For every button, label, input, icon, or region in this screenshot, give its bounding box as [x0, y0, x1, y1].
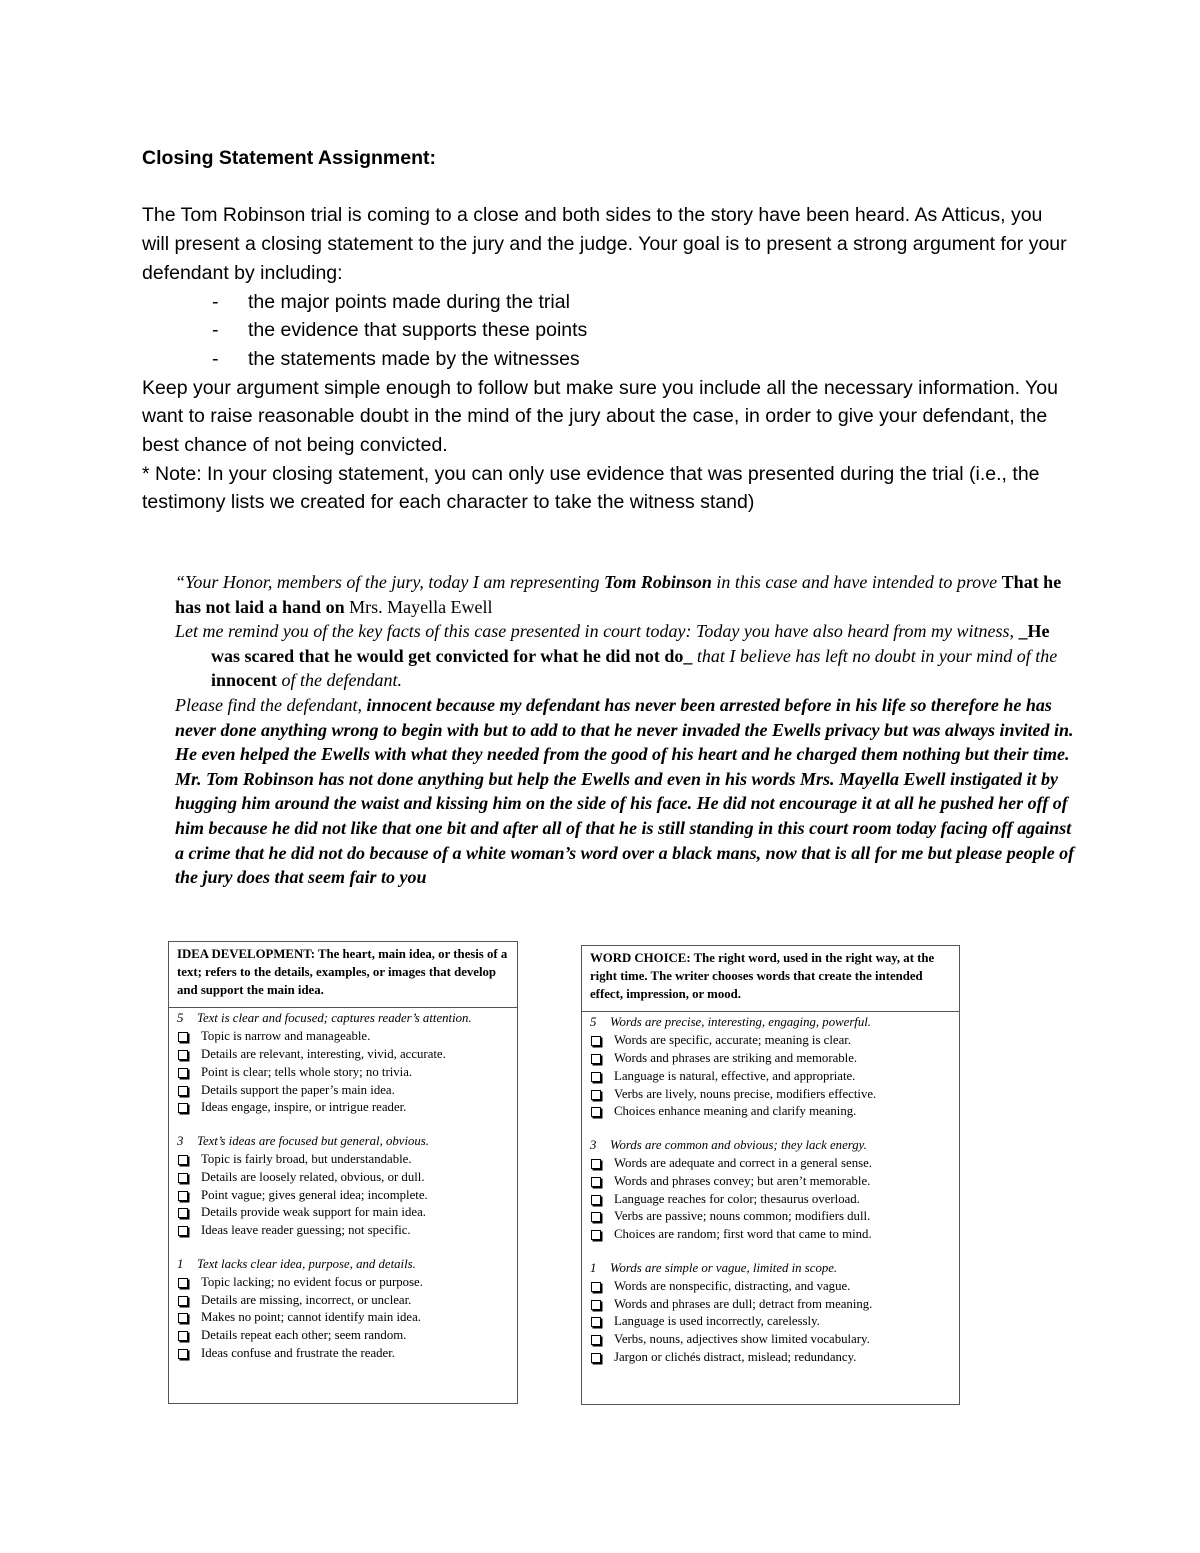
item-text: Point vague; gives general idea; incomplete.: [201, 1187, 428, 1202]
rubric-level-3: [177, 1133, 509, 1151]
item-text: Topic lacking; no evident focus or purpose.: [201, 1274, 423, 1289]
checkbox-icon: [591, 1230, 601, 1240]
list-item: [142, 316, 1072, 345]
rubric-item: [177, 1151, 509, 1169]
rubric-item: [177, 1327, 509, 1345]
score: 1: [590, 1260, 597, 1275]
statement-text: Let me remind you of the key facts of this case presented in court today: Today you have also heard from my witness,: [175, 621, 1019, 642]
item-text: Words are specific, accurate; meaning is clear.: [614, 1033, 852, 1048]
list-item: [142, 288, 1072, 317]
item-text: Words and phrases convey; but aren’t memorable.: [614, 1173, 871, 1188]
item-text: Details repeat each other; seem random.: [201, 1328, 407, 1343]
statement-text: Please find the defendant,: [175, 694, 367, 715]
rubric-item: [177, 1028, 509, 1046]
dash-marker: -: [212, 319, 219, 342]
item-text: Ideas leave reader guessing; not specific.: [201, 1223, 411, 1238]
witness-testimony: _He was scared that he would get convicted for what he did not do_: [211, 621, 1050, 666]
level-title: Words are precise, interesting, engaging, powerful.: [610, 1015, 872, 1030]
item-text: Jargon or clichés distract, mislead; redundancy.: [614, 1349, 857, 1364]
level-title: Words are simple or vague, limited in scope.: [610, 1260, 838, 1275]
checkbox-icon: [591, 1090, 601, 1100]
checkbox-icon: [178, 1086, 188, 1096]
checkbox-icon: [178, 1068, 188, 1078]
rubric-level-1: [177, 1256, 509, 1274]
rubric-item: [590, 1103, 951, 1121]
rubric-heading: WORD CHOICE: The right word, used in the right way, at the right time. The writer chooses words that create the intended effect, impression, or mood.: [582, 946, 959, 1012]
checkbox-icon: [591, 1107, 601, 1117]
statement-text: “Your Honor, members of the jury, today I am representing: [175, 572, 604, 592]
rubric-item: [590, 1208, 951, 1226]
item-text: Words and phrases are dull; detract from meaning.: [614, 1296, 873, 1311]
statement-text: Mrs. Mayella Ewell: [344, 596, 493, 617]
item-text: Topic is narrow and manageable.: [201, 1029, 371, 1044]
dash-marker: -: [212, 347, 219, 370]
checkbox-icon: [178, 1296, 188, 1306]
assignment-guidance: Keep your argument simple enough to follow but make sure you include all the necessary information. You want to raise reasonable doubt in the mind of the jury about the case, in order to give your defendant, the best chance of not being convicted.: [142, 376, 1058, 457]
checkbox-icon: [178, 1155, 188, 1165]
statement-paragraph-3: [175, 693, 1075, 890]
rubric-item: [590, 1068, 951, 1086]
rubric-item: [177, 1222, 509, 1240]
score: 1: [177, 1256, 184, 1271]
checkbox-icon: [591, 1300, 601, 1310]
checkbox-icon: [178, 1032, 188, 1042]
assignment-title: Closing Statement Assignment:: [142, 147, 436, 169]
checkbox-icon: [591, 1317, 601, 1327]
rubric-item: [590, 1155, 951, 1173]
checkbox-icon: [591, 1195, 601, 1205]
item-text: Language is used incorrectly, carelessly.: [614, 1314, 820, 1329]
checkbox-icon: [178, 1313, 188, 1323]
score: 5: [590, 1015, 597, 1030]
checkbox-icon: [178, 1208, 188, 1218]
statement-claim: That he has not laid a hand on: [175, 572, 1062, 617]
rubric-item: [177, 1064, 509, 1082]
idea-development-rubric: [168, 941, 518, 1404]
statement-text: that I believe has left no doubt in your mind of the: [692, 645, 1058, 666]
item-text: Ideas engage, inspire, or intrigue reader.: [201, 1100, 407, 1115]
rubric-body: [582, 1012, 959, 1366]
item-text: Details support the paper’s main idea.: [201, 1082, 395, 1097]
rubric-level-1: [590, 1260, 951, 1278]
assignment-intro: The Tom Robinson trial is coming to a close and both sides to the story have been heard. As Atticus, you will present a closing statement to the jury and the judge. Your goal is to present a strong argument for your defendant by including:: [142, 204, 1067, 284]
rubric-body: [169, 1008, 517, 1362]
statement-text: of the defendant.: [277, 670, 402, 691]
checkbox-icon: [178, 1050, 188, 1060]
rubric-item: [177, 1309, 509, 1327]
rubric-item: [590, 1191, 951, 1209]
checkbox-icon: [591, 1212, 601, 1222]
checkbox-icon: [178, 1349, 188, 1359]
list-item: [142, 345, 1072, 374]
rubric-item: [590, 1173, 951, 1191]
level-title: Text lacks clear idea, purpose, and details.: [197, 1256, 416, 1271]
assignment-bullets: [142, 288, 1072, 374]
item-text: Details are missing, incorrect, or unclear.: [201, 1292, 412, 1307]
statement-text: in this case and have intended to prove: [711, 572, 1002, 592]
item-text: Verbs are lively, nouns precise, modifiers effective.: [614, 1086, 877, 1101]
level-title: Text’s ideas are focused but general, obvious.: [197, 1134, 429, 1149]
rubric-item: [177, 1187, 509, 1205]
rubric-item: [590, 1313, 951, 1331]
checkbox-icon: [591, 1072, 601, 1082]
checkbox-icon: [178, 1278, 188, 1288]
rubric-item: [177, 1169, 509, 1187]
item-text: Topic is fairly broad, but understandable.: [201, 1151, 412, 1166]
item-text: Words are nonspecific, distracting, and vague.: [614, 1278, 851, 1293]
rubric-item: [590, 1050, 951, 1068]
item-text: Verbs, nouns, adjectives show limited vocabulary.: [614, 1332, 870, 1347]
item-text: Verbs are passive; nouns common; modifiers dull.: [614, 1209, 871, 1224]
rubric-item: [177, 1204, 509, 1222]
item-text: Details are relevant, interesting, vivid, accurate.: [201, 1046, 446, 1061]
rubric-level-3: [590, 1137, 951, 1155]
item-text: Language reaches for color; thesaurus overload.: [614, 1191, 860, 1206]
checkbox-icon: [178, 1103, 188, 1113]
checkbox-icon: [178, 1226, 188, 1236]
statement-paragraph-2: [175, 619, 1075, 693]
item-text: Ideas confuse and frustrate the reader.: [201, 1345, 395, 1360]
item-text: Choices are random; first word that came to mind.: [614, 1227, 872, 1242]
word-choice-rubric: [581, 945, 960, 1405]
rubric-item: [177, 1274, 509, 1292]
rubric-item: [177, 1345, 509, 1363]
statement-paragraph-1: [175, 570, 1075, 619]
assignment-note: * Note: In your closing statement, you can only use evidence that was presented during the trial (i.e., the testimony lists we created for each character to take the witness stand): [142, 462, 1040, 514]
rubric-item: [590, 1226, 951, 1244]
checkbox-icon: [178, 1191, 188, 1201]
checkbox-icon: [591, 1282, 601, 1292]
defendant-name: Tom Robinson: [604, 572, 712, 592]
bullet-text: the evidence that supports these points: [248, 319, 588, 342]
bullet-text: the statements made by the witnesses: [248, 347, 580, 370]
rubric-item: [590, 1278, 951, 1296]
statement-argument: innocent because my defendant has never been arrested before in his life so therefore he has never done anything wrong to begin with but to add to that he never invaded the Ewells privacy but was always invited in. He even helped the Ewells with what they needed from the good of his heart and he charged them nothing but their time. Mr. Tom Robinson has not done anything but help the Ewells and even in his words Mrs. Mayella Ewell instigated it by hugging him around the waist and kissing him on the side of his face. He did not encourage it at all he pushed her off of him because he did not like that one bit and after all of that he is still standing in this court room today facing off against a crime that he did not do because of a white woman’s word over a black mans, now that is all for me but please people of the jury does that seem fair to you: [175, 694, 1075, 888]
item-text: Words and phrases are striking and memorable.: [614, 1050, 858, 1065]
rubric-heading: IDEA DEVELOPMENT: The heart, main idea, or thesis of a text; refers to the details, examples, or images that develop and support the main idea.: [169, 941, 517, 1008]
rubric-item: [590, 1349, 951, 1367]
bullet-text: the major points made during the trial: [248, 290, 570, 313]
rubric-item: [590, 1331, 951, 1349]
assignment-section: [142, 144, 1072, 517]
checkbox-icon: [591, 1036, 601, 1046]
rubric-item: [590, 1296, 951, 1314]
statement-word: innocent: [211, 670, 278, 691]
rubric-item: [177, 1292, 509, 1310]
checkbox-icon: [591, 1054, 601, 1064]
rubric-item: [177, 1099, 509, 1117]
item-text: Makes no point; cannot identify main idea.: [201, 1310, 421, 1325]
checkbox-icon: [178, 1331, 188, 1341]
rubric-item: [590, 1086, 951, 1104]
checkbox-icon: [178, 1173, 188, 1183]
checkbox-icon: [591, 1177, 601, 1187]
score: 5: [177, 1011, 184, 1026]
score: 3: [177, 1134, 184, 1149]
item-text: Details provide weak support for main idea.: [201, 1205, 426, 1220]
item-text: Choices enhance meaning and clarify meaning.: [614, 1104, 857, 1119]
rubric-level-5: [177, 1010, 509, 1028]
closing-statement: [175, 570, 1075, 890]
item-text: Words are adequate and correct in a general sense.: [614, 1155, 872, 1170]
score: 3: [590, 1138, 597, 1153]
item-text: Point is clear; tells whole story; no trivia.: [201, 1064, 413, 1079]
dash-marker: -: [212, 290, 219, 313]
level-title: Text is clear and focused; captures reader’s attention.: [197, 1011, 472, 1026]
level-title: Words are common and obvious; they lack energy.: [610, 1138, 867, 1153]
rubric-item: [177, 1082, 509, 1100]
rubric-level-5: [590, 1014, 951, 1032]
checkbox-icon: [591, 1335, 601, 1345]
item-text: Details are loosely related, obvious, or dull.: [201, 1169, 425, 1184]
rubric-item: [177, 1046, 509, 1064]
checkbox-icon: [591, 1159, 601, 1169]
rubric-item: [590, 1032, 951, 1050]
item-text: Language is natural, effective, and appropriate.: [614, 1068, 856, 1083]
checkbox-icon: [591, 1353, 601, 1363]
